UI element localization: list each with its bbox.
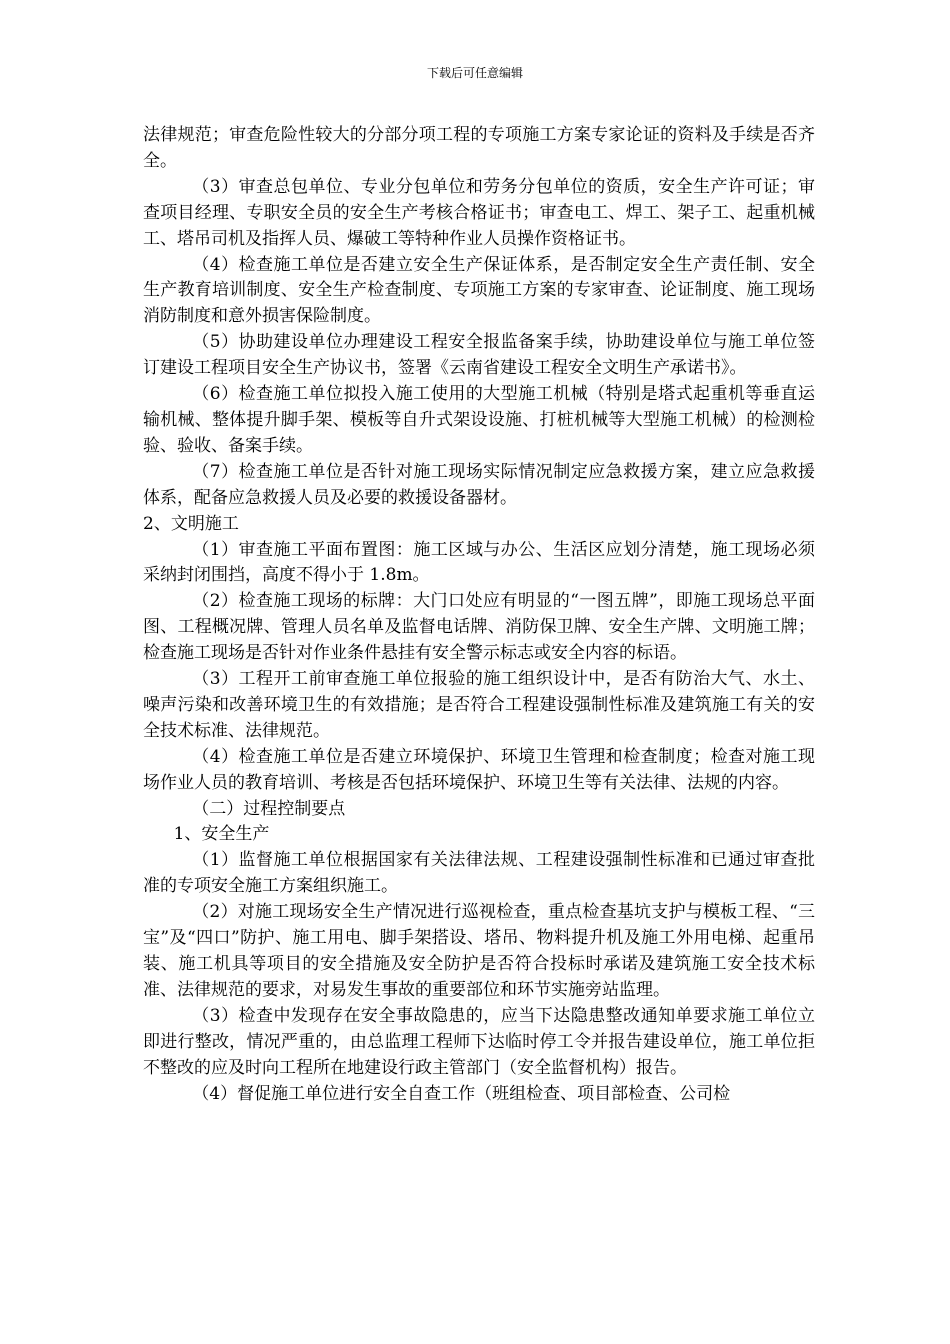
paragraph: （3）检查中发现存在安全事故隐患的，应当下达隐患整改通知单要求施工单位立即进行整改，情况严重的，由总监理工程师下达临时停工令并报告建设单位，施工单位拒不整改的应及时向工程所在地建设行政主管部门（安全监督机构）报告。	[143, 1005, 815, 1078]
section-heading-or-continuation: 2、文明施工	[143, 513, 239, 534]
paragraph: （1）审查施工平面布置图：施工区域与办公、生活区应划分清楚，施工现场必须采纳封闭围挡，高度不得小于 1.8m。	[143, 539, 815, 586]
paragraph: （4）检查施工单位是否建立安全生产保证体系，是否制定安全生产责任制、安全生产教育培训制度、安全生产检查制度、专项施工方案的专家审查、论证制度、施工现场消防制度和意外损害保险制度。	[143, 254, 815, 327]
paragraph: （2）检查施工现场的标牌：大门口处应有明显的“一图五牌”，即施工现场总平面图、工程概况牌、管理人员名单及监督电话牌、消防保卫牌、安全生产牌、文明施工牌；检查施工现场是否针对作业条件悬挂有安全警示标志或安全内容的标语。	[143, 591, 815, 664]
document-body	[143, 123, 815, 1107]
page-header: 下载后可任意编辑	[426, 66, 523, 80]
paragraph: （5）协助建设单位办理建设工程安全报监备案手续，协助建设单位与施工单位签订建设工程项目安全生产协议书，签署《云南省建设工程安全文明生产承诺书》。	[143, 332, 815, 379]
paragraph: （6）检查施工单位拟投入施工使用的大型施工机械（特别是塔式起重机等垂直运输机械、整体提升脚手架、模板等自升式架设设施、打桩机械等大型施工机械）的检测检验、验收、备案手续。	[143, 384, 815, 456]
paragraph: （4）检查施工单位是否建立环境保护、环境卫生管理和检查制度；检查对施工现场作业人员的教育培训、考核是否包括环境保护、环境卫生等有关法律、法规的内容。	[143, 746, 815, 793]
paragraph: （4）督促施工单位进行安全自查工作（班组检查、项目部检查、公司检	[192, 1083, 731, 1104]
paragraph: （3）工程开工前审查施工单位报验的施工组织设计中，是否有防治大气、水土、噪声污染和改善环境卫生的有效措施；是否符合工程建设强制性标准及建筑施工有关的安全技术标准、法律规范。	[143, 669, 815, 741]
paragraph: （二）过程控制要点	[192, 798, 346, 819]
section-heading-or-continuation: 法律规范；审查危险性较大的分部分项工程的专项施工方案专家论证的资料及手续是否齐全。	[143, 125, 815, 171]
paragraph: （2）对施工现场安全生产情况进行巡视检查，重点检查基坑支护与模板工程、“三宝”及“四口”防护、施工用电、脚手架搭设、塔吊、物料提升机及施工外用电梯、起重吊装、施工机具等项目的安全措施及安全防护是否符合投标时承诺及建筑施工安全技术标准、法律规范的要求，对易发生事故的重要部位和环节实施旁站监理。	[143, 902, 815, 1000]
paragraph: （3）审查总包单位、专业分包单位和劳务分包单位的资质，安全生产许可证；审查项目经理、专职安全员的安全生产考核合格证书；审查电工、焊工、架子工、起重机械工、塔吊司机及指挥人员、爆破工等特种作业人员操作资格证书。	[143, 176, 815, 249]
paragraph: 1、安全生产	[173, 824, 270, 845]
paragraph: （7）检查施工单位是否针对施工现场实际情况制定应急救援方案，建立应急救援体系，配备应急救援人员及必要的救援设备器材。	[143, 461, 815, 508]
paragraph: （1）监督施工单位根据国家有关法律法规、工程建设强制性标准和已通过审查批准的专项安全施工方案组织施工。	[143, 850, 815, 897]
